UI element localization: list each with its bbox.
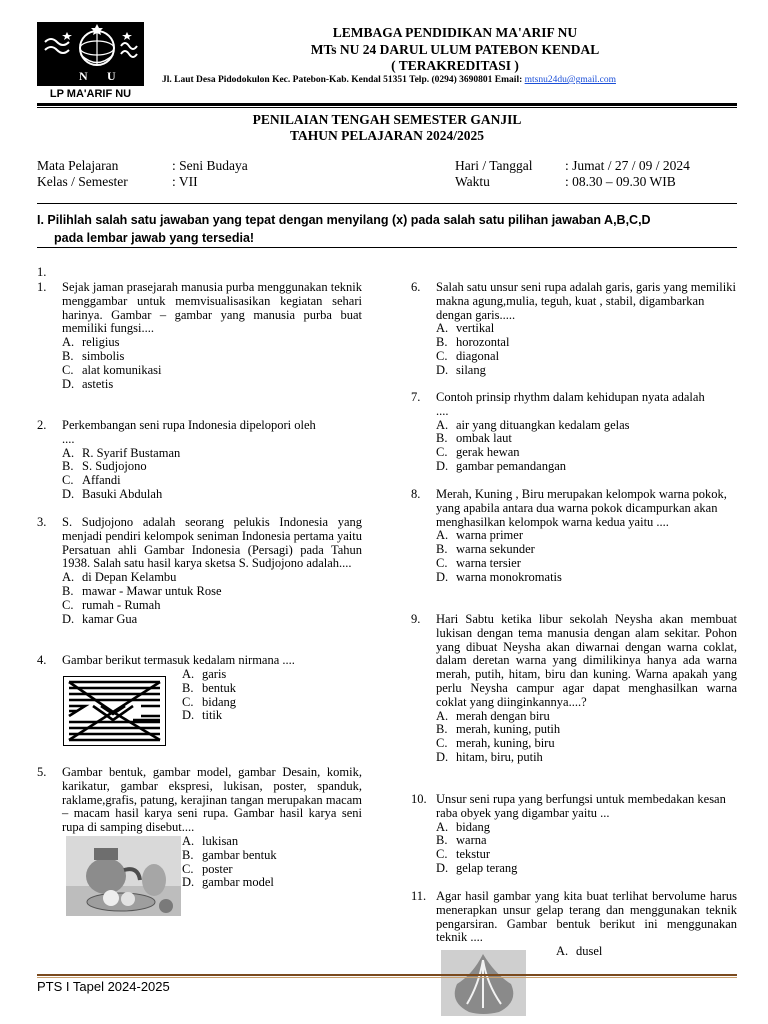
question-stem: Perkembangan seni rupa Indonesia dipelopori oleh .... [62, 418, 316, 446]
question-10 [411, 793, 737, 876]
option-a[interactable]: A. dusel [556, 944, 603, 958]
question-number: 11. [411, 889, 427, 903]
question-5-options [182, 835, 277, 890]
email-link[interactable]: mtsnu24du@gmail.com [524, 75, 616, 85]
time-label: Waktu [455, 174, 490, 189]
footer-divider [37, 974, 737, 976]
question-2 [37, 419, 362, 502]
class-label: Kelas / Semester [37, 174, 128, 189]
option-d[interactable]: D. gelap terang [436, 860, 518, 875]
date-value: : Jumat / 27 / 09 / 2024 [565, 158, 690, 173]
option-d[interactable]: D. warna monokromatis [436, 569, 562, 584]
question-stem: Sejak jaman prasejarah manusia purba menggunakan teknik menggambar untuk memvisualisasikan kegiatan sehari harinya. Gambar – gambar yang manusia purba buat memiliki fungsi.... [62, 280, 362, 336]
option-b[interactable]: B. horozontal [436, 335, 510, 350]
option-b[interactable]: B. S. Sudjojono [62, 459, 147, 474]
section-instruction [37, 211, 737, 247]
question-number: 7. [411, 390, 421, 404]
question-stem: Gambar bentuk, gambar model, gambar Desain, komik, karikatur, gambar ekspresi, lukisan, poster, spanduk, raklame,grafis, patung, kerajinan tangan merupakan macam – macam hasil karya seni rupa. Gambar hasil karya seni rupa di samping disebut.... [62, 765, 362, 835]
instruction-line-2: pada lembar jawab yang tersedia! [54, 231, 255, 245]
subject-label: Mata Pelajaran [37, 158, 119, 173]
option-a[interactable]: A. merah dengan biru [436, 708, 550, 723]
option-a[interactable]: A. R. Syarif Bustaman [62, 445, 181, 460]
question-11 [411, 890, 737, 945]
question-stem: Agar hasil gambar yang kita buat terlihat bervolume harus menerapkan unsur gelap terang dan menggunakan teknik pengarsiran. Gambar bentuk berikut ini menggunakan teknik .... [436, 889, 737, 945]
option-c[interactable]: C. diagonal [436, 348, 500, 363]
option-b[interactable]: B. mawar - Mawar untuk Rose [62, 583, 222, 598]
letterhead-divider [37, 103, 737, 106]
nirmana-line-pattern-image [63, 676, 166, 746]
question-stem: Gambar berikut termasuk kedalam nirmana .... [62, 653, 295, 667]
question-9 [411, 613, 737, 765]
subject-value: : Seni Budaya [172, 158, 248, 173]
option-c[interactable]: C. tekstur [436, 847, 491, 862]
option-a[interactable]: A. bidang [436, 819, 491, 834]
option-a[interactable]: A. warna primer [436, 528, 523, 543]
letterhead-divider-thin [37, 107, 737, 108]
class-value: : VII [172, 174, 198, 189]
option-c[interactable]: C. poster [182, 861, 233, 876]
question-number: 5. [37, 765, 47, 779]
address-text: Jl. Laut Desa Pidodokulon Kec. Patebon-Kab. Kendal 51351 Telp. (0294) 3690801 Email: [162, 75, 523, 85]
exam-title: PENILAIAN TENGAH SEMESTER GANJIL [252, 112, 522, 127]
question-stem: Contoh prinsip rhythm dalam kehidupan nyata adalah .... [436, 390, 705, 418]
question-stem: Merah, Kuning , Biru merupakan kelompok warna pokok, yang apabila antara dua warna pokok dicampurkan akan menghasilkan kelompok warna kedua yaitu .... [436, 487, 727, 529]
question-11-options [556, 945, 602, 959]
question-5 [37, 766, 362, 835]
option-b[interactable]: B. simbolis [62, 348, 125, 363]
shaded-garlic-drawing-image [441, 950, 526, 1016]
question-stem: Salah satu unsur seni rupa adalah garis, garis yang memiliki makna agung,mulia, teguh, kuat , stabil, digambarkan dengan garis..... [436, 280, 736, 322]
option-c[interactable]: C. Affandi [62, 473, 121, 488]
option-d[interactable]: D. gambar pemandangan [436, 458, 567, 473]
question-7 [411, 391, 737, 474]
question-1 [37, 281, 362, 391]
option-b[interactable]: B. gambar bentuk [182, 847, 277, 862]
option-b[interactable]: B. merah, kuning, putih [436, 722, 561, 737]
option-d[interactable]: D. kamar Gua [62, 611, 138, 626]
section-divider-top [37, 203, 737, 204]
question-number: 9. [411, 612, 421, 626]
question-number: 4. [37, 653, 47, 667]
option-a[interactable]: A. garis [182, 667, 227, 681]
instruction-line-1: I. Pilihlah salah satu jawaban yang tepat dengan menyilang (x) pada salah satu pilihan jawaban A,B,C,D [37, 213, 651, 227]
question-number: 1. [37, 280, 47, 294]
question-stem: S. Sudjojono adalah seorang pelukis Indonesia yang menjadi pendiri kelompok seniman Indonesia pertama yaitu Persatuan ahli Gambar Indonesia (Persagi) pada Tahun 1938. Salah satu hasil karya sketsa S. Sudjojono adalah.... [62, 515, 362, 571]
still-life-icon [66, 836, 181, 916]
option-c[interactable]: C. bidang [182, 694, 237, 709]
section-divider-bottom [37, 247, 737, 248]
svg-text:N: N [79, 69, 88, 83]
option-a[interactable]: A. lukisan [182, 834, 239, 848]
option-b[interactable]: B. warna [436, 833, 487, 848]
exam-year: TAHUN PELAJARAN 2024/2025 [289, 128, 484, 143]
school-address [162, 75, 762, 85]
question-8 [411, 488, 737, 585]
option-d[interactable]: D. silang [436, 362, 486, 377]
nirmana-pattern-icon [63, 676, 166, 746]
svg-text:U: U [107, 69, 116, 83]
option-a[interactable]: A. air yang dituangkan kedalam gelas [436, 417, 630, 432]
logo-caption: LP MA'ARIF NU [49, 88, 132, 100]
question-4-options [182, 668, 236, 723]
date-label: Hari / Tanggal [455, 158, 533, 173]
footer-divider-thin [37, 977, 737, 978]
question-stem: Unsur seni rupa yang berfungsi untuk membedakan kesan raba obyek yang digambar yaitu ... [436, 792, 726, 820]
option-b[interactable]: B. warna sekunder [436, 542, 535, 557]
school-name: MTs NU 24 DARUL ULUM PATEBON KENDAL [310, 42, 600, 57]
option-a[interactable]: A. religius [62, 335, 120, 350]
accreditation-status: ( TERAKREDITASI ) [391, 58, 519, 73]
option-c[interactable]: C. merah, kuning, biru [436, 736, 555, 751]
question-number: 8. [411, 487, 421, 501]
nu-emblem-icon [37, 22, 144, 86]
question-number: 2. [37, 418, 47, 432]
question-number: 10. [411, 792, 427, 806]
option-c[interactable]: C. alat komunikasi [62, 362, 162, 377]
option-c[interactable]: C. warna tersier [436, 555, 521, 570]
option-d[interactable]: D. Basuki Abdulah [62, 486, 163, 501]
stray-number: 1. [37, 265, 47, 279]
question-number: 3. [37, 515, 47, 529]
option-d[interactable]: D. gambar model [182, 875, 274, 890]
question-4 [37, 654, 362, 668]
institution-name: LEMBAGA PENDIDIKAN MA'ARIF NU [332, 25, 578, 40]
option-d[interactable]: D. hitam, biru, putih [436, 749, 543, 764]
question-3 [37, 516, 362, 626]
option-a[interactable]: A. di Depan Kelambu [62, 570, 177, 585]
garlic-drawing-icon [441, 950, 526, 1016]
option-c[interactable]: C. rumah - Rumah [62, 597, 161, 612]
option-c[interactable]: C. gerak hewan [436, 445, 520, 460]
option-b[interactable]: B. bentuk [182, 680, 237, 695]
question-6 [411, 281, 737, 378]
option-a[interactable]: A. vertikal [436, 321, 495, 336]
page-footer: PTS I Tapel 2024-2025 [37, 979, 170, 994]
time-value: : 08.30 – 09.30 WIB [565, 174, 676, 189]
question-stem: Hari Sabtu ketika libur sekolah Neysha akan membuat lukisan dengan tema manusia dengan alam sekitar. Pohon yang dibuat Neysha akan diwarnai dengan warna coklat, dalam deretan warna yang dimilikinya hanya ada warna merah, putih, hitam, biru dan kuning. Warna apakah yang perlu Neysha campur agar dapat menghasilkan warna coklat yang diinginkannya....? [436, 612, 737, 709]
still-life-drawing-image [66, 836, 181, 916]
option-d[interactable]: D. astetis [62, 376, 114, 391]
option-d[interactable]: D. titik [182, 708, 223, 723]
question-number: 6. [411, 280, 421, 294]
option-b[interactable]: B. ombak laut [436, 431, 512, 446]
